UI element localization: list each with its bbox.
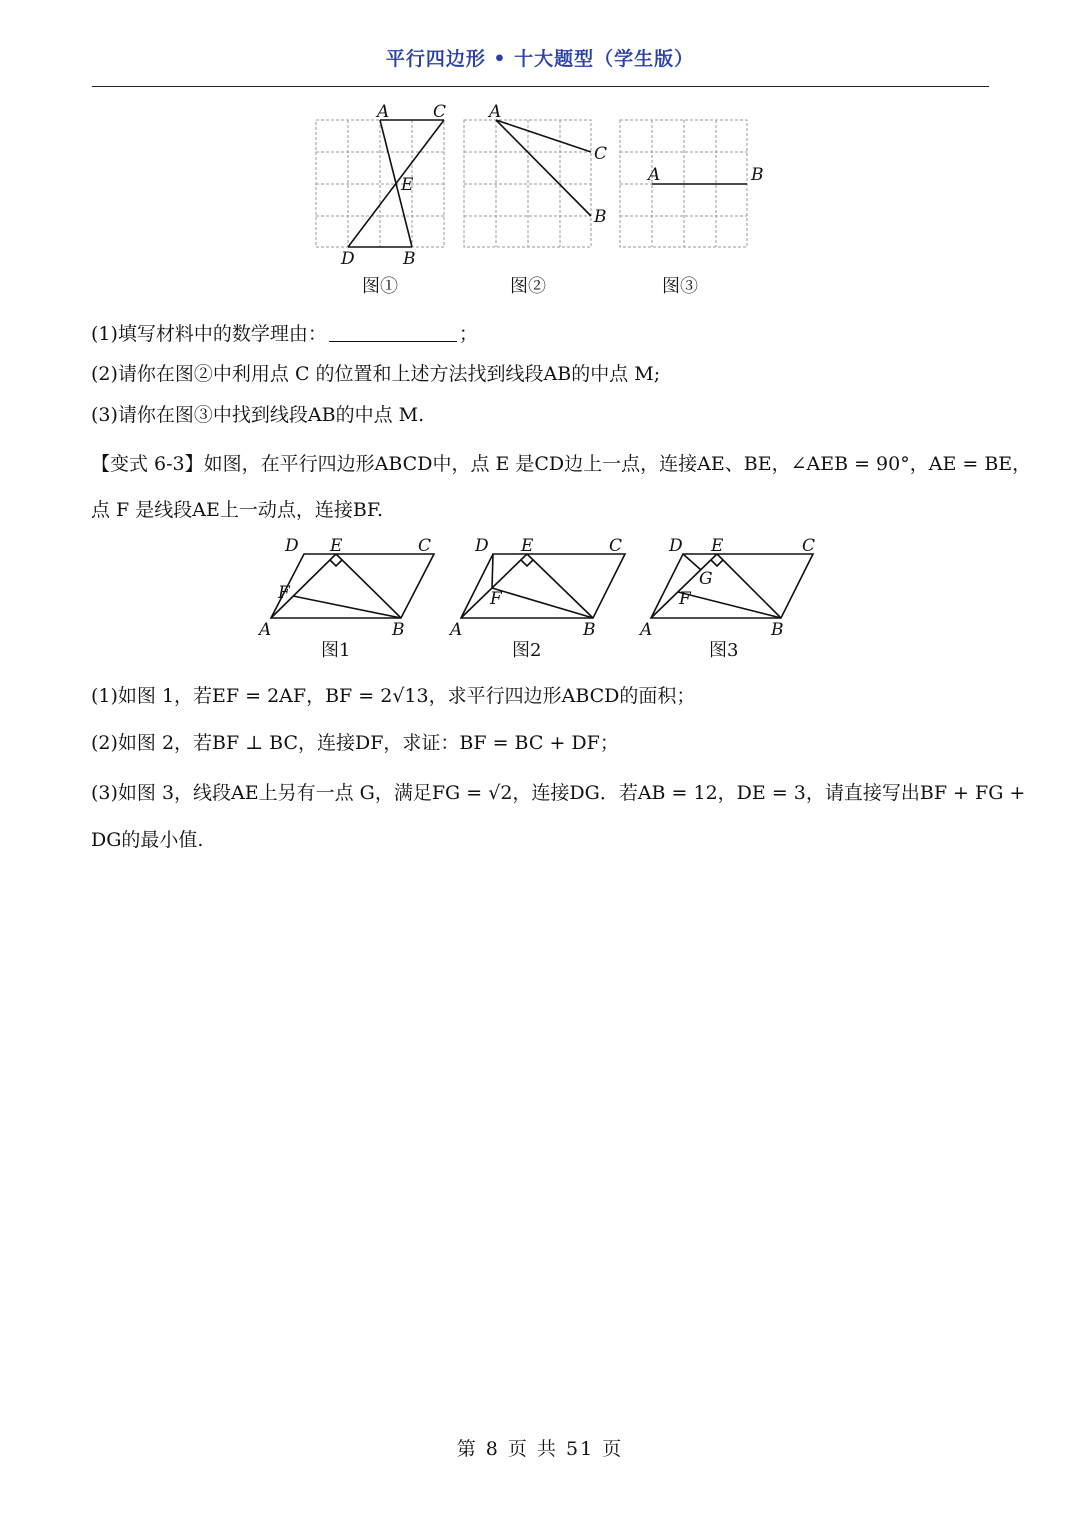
question-a3: (3)请你在图③中找到线段AB的中点 M.: [91, 404, 425, 426]
variant-line-1: 【变式 6-3】如图，在平行四边形ABCD中，点 E 是CD边上一点，连接AE、BE，∠AEB = 90°，AE = BE，: [91, 453, 1032, 475]
caption-fig3: 图③: [662, 276, 698, 297]
label-D: D: [341, 249, 355, 269]
parallelogram-figure-1: [255, 530, 445, 665]
caption-p2: 图2: [512, 640, 542, 661]
variant-line-2: 点 F 是线段AE上一动点，连接BF.: [91, 499, 384, 521]
question-a1-text: (1)填写材料中的数学理由：: [91, 323, 327, 345]
label-C: C: [609, 536, 623, 556]
question-a2: (2)请你在图②中利用点 C 的位置和上述方法找到线段AB的中点 M;: [91, 363, 661, 385]
label-C: C: [418, 536, 432, 556]
grid-figure-3: [605, 96, 775, 302]
answer-blank[interactable]: [329, 323, 457, 342]
question-b1: (1)如图 1，若EF = 2AF，BF = 2√13，求平行四边形ABCD的面积；: [91, 685, 696, 707]
label-G: G: [699, 569, 713, 589]
label-C: C: [802, 536, 816, 556]
label-B: B: [392, 620, 405, 640]
label-E: E: [521, 536, 534, 556]
grid-figure-1: [300, 96, 460, 302]
page-number-footer: 第 8 页 共 51 页: [456, 1438, 624, 1460]
label-A: A: [640, 620, 653, 640]
question-b3-cont: DG的最小值.: [91, 829, 204, 851]
label-C: C: [594, 144, 608, 164]
label-B: B: [751, 165, 764, 185]
label-A: A: [648, 165, 661, 185]
label-D: D: [475, 536, 489, 556]
label-F: F: [490, 589, 502, 609]
header-rule: [92, 86, 989, 87]
label-A: A: [377, 102, 390, 122]
caption-p1: 图1: [321, 640, 351, 661]
parallelogram-figure-2: [445, 530, 635, 665]
label-B: B: [583, 620, 596, 640]
label-B: B: [771, 620, 784, 640]
label-A: A: [450, 620, 463, 640]
caption-fig1: 图①: [362, 276, 398, 297]
question-a1-end: ；: [458, 323, 478, 345]
label-F: F: [278, 583, 290, 603]
label-E: E: [711, 536, 724, 556]
page-header-title: 平行四边形 • 十大题型（学生版）: [385, 48, 695, 70]
question-a1: [91, 322, 478, 346]
label-C: C: [433, 102, 447, 122]
label-A: A: [259, 620, 272, 640]
label-E: E: [330, 536, 343, 556]
caption-p3: 图3: [709, 640, 739, 661]
parallelogram-figure-3: [635, 530, 825, 665]
label-B: B: [403, 249, 416, 269]
label-D: D: [285, 536, 299, 556]
label-E: E: [401, 175, 414, 195]
label-D: D: [669, 536, 683, 556]
grid-figure-2: [450, 96, 620, 302]
label-A: A: [489, 102, 502, 122]
label-B: B: [594, 207, 607, 227]
caption-fig2: 图②: [510, 276, 546, 297]
question-b2: (2)如图 2，若BF ⊥ BC，连接DF，求证：BF = BC + DF；: [91, 732, 619, 754]
label-F: F: [679, 589, 691, 609]
question-b3: (3)如图 3，线段AE上另有一点 G，满足FG = √2，连接DG．若AB = 12，DE = 3，请直接写出BF + FG +: [91, 782, 1026, 804]
